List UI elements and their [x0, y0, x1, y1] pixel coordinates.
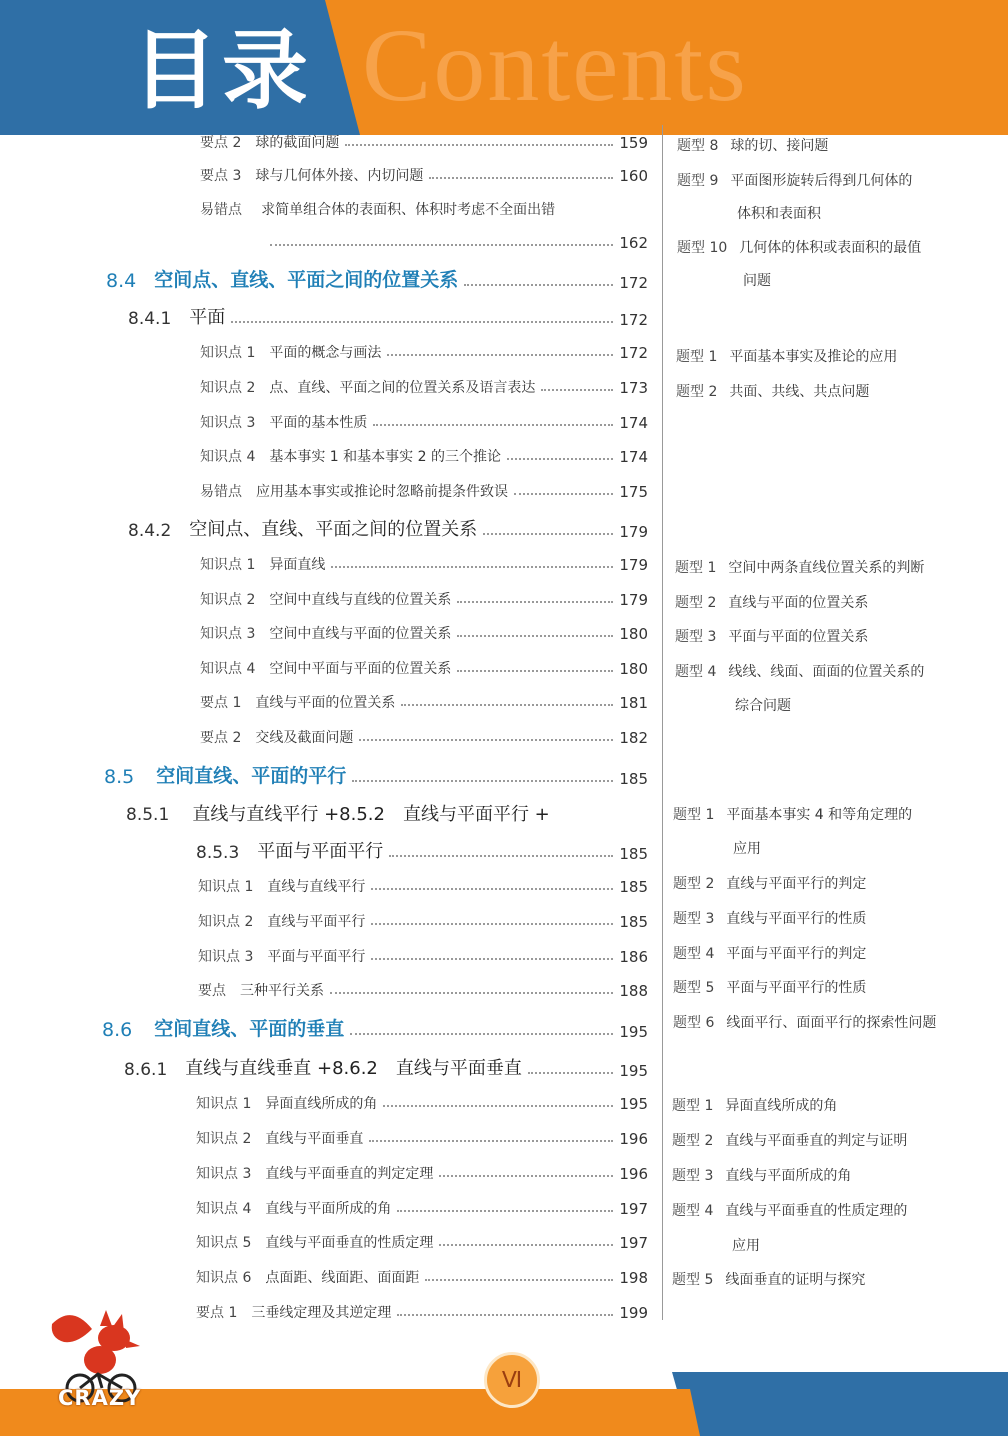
dot-leader: [514, 492, 613, 495]
toc-subsection[interactable]: [196, 837, 648, 863]
entry-page: 179: [619, 591, 648, 609]
toc-section[interactable]: [106, 265, 648, 292]
section-number: 8.6: [102, 1019, 133, 1041]
entry-page: 185: [619, 878, 648, 896]
entry-page: 195: [619, 1095, 648, 1113]
question-type-label: 题型 4: [673, 946, 715, 962]
question-type-text: 平面基本事实及推论的应用: [729, 349, 898, 365]
entry-text: 平面的基本性质: [269, 415, 368, 431]
dot-leader: [401, 703, 613, 706]
entry-text: 空间中直线与平面的位置关系: [269, 626, 452, 642]
question-type-continuation: [735, 695, 791, 715]
question-type-text: 综合问题: [735, 698, 791, 714]
logo-text: CRAZY: [58, 1386, 142, 1410]
entry-page: 197: [619, 1234, 648, 1252]
question-type-label: 题型 3: [673, 911, 715, 927]
toc-entry[interactable]: [196, 1163, 648, 1183]
question-type-label: 题型 4: [675, 664, 717, 680]
question-type-text: 球的切、接问题: [730, 138, 829, 154]
page-number: Ⅵ: [501, 1367, 523, 1392]
question-type-item[interactable]: [673, 908, 866, 928]
toc-entry[interactable]: [200, 342, 648, 362]
header-banner: [0, 0, 1008, 135]
entry-page: 174: [619, 414, 648, 432]
toc-subsection[interactable]: [128, 303, 648, 329]
entry-page: 179: [619, 523, 648, 541]
question-type-text: 异面直线所成的角: [725, 1098, 838, 1114]
question-type-label: 题型 2: [676, 384, 718, 400]
toc-entry[interactable]: [200, 412, 648, 432]
dot-leader: [397, 1209, 613, 1212]
toc-entry[interactable]: [200, 589, 648, 609]
question-type-item[interactable]: [675, 661, 924, 681]
question-type-text: 线面平行、面面平行的探索性问题: [726, 1015, 937, 1031]
entry-page: 174: [619, 448, 648, 466]
toc-entry[interactable]: [198, 946, 648, 966]
entry-text: 直线与平面的位置关系: [255, 695, 396, 711]
question-type-item[interactable]: [673, 1012, 936, 1032]
entry-page: 172: [619, 311, 648, 329]
question-type-label: 题型 5: [673, 980, 715, 996]
entry-label: 知识点 2: [198, 914, 254, 930]
question-type-label: 题型 1: [675, 560, 717, 576]
question-type-item[interactable]: [676, 346, 897, 366]
entry-text: 异面直线所成的角: [265, 1096, 378, 1112]
toc-entry[interactable]: [200, 623, 648, 643]
question-type-item[interactable]: [673, 873, 866, 893]
toc-entry[interactable]: [196, 1232, 648, 1252]
subsection-number: 8.6.1: [124, 1060, 168, 1080]
entry-text: 直线与平面垂直的性质定理: [265, 1235, 434, 1251]
question-type-continuation: [737, 203, 821, 223]
entry-text: 直线与平面垂直: [265, 1131, 364, 1147]
entry-label: 知识点 3: [200, 415, 256, 431]
dot-leader: [331, 565, 613, 568]
question-type-continuation: [733, 838, 761, 858]
entry-label: 知识点 1: [200, 345, 256, 361]
question-type-item[interactable]: [675, 557, 924, 577]
dot-leader: [457, 669, 613, 672]
entry-label: 知识点 2: [200, 592, 256, 608]
question-type-item[interactable]: [672, 1095, 837, 1115]
dot-leader: [464, 283, 613, 286]
question-type-text: 几何体的体积或表面积的最值: [739, 240, 922, 256]
question-type-item[interactable]: [672, 1165, 851, 1185]
entry-page: 159: [619, 134, 648, 152]
question-type-label: 题型 5: [672, 1272, 714, 1288]
dot-leader: [387, 353, 613, 356]
toc-entry[interactable]: [200, 481, 648, 501]
toc-entry[interactable]: [196, 1267, 648, 1287]
entry-page: 180: [619, 625, 648, 643]
question-type-label: 题型 2: [675, 595, 717, 611]
section-number: 8.5: [104, 766, 135, 788]
page-number-badge: [484, 1352, 540, 1408]
entry-text: 点面距、线面距、面面距: [265, 1270, 420, 1286]
section-title: 空间直线、平面的平行: [156, 765, 347, 787]
dot-leader: [383, 1104, 613, 1107]
entry-label: 知识点 3: [198, 949, 254, 965]
question-type-label: 题型 6: [673, 1015, 715, 1031]
subsection-number: 8.5.1: [126, 805, 170, 825]
question-type-continuation: [732, 1235, 760, 1255]
entry-label: 知识点 4: [200, 449, 256, 465]
toc-entry[interactable]: [198, 911, 648, 931]
entry-label: 知识点 5: [196, 1235, 252, 1251]
entry-page: 173: [619, 379, 648, 397]
dot-leader: [397, 1313, 613, 1316]
question-type-text: 线线、线面、面面的位置关系的: [728, 664, 925, 680]
question-type-text: 平面与平面平行的判定: [726, 946, 867, 962]
question-type-text: 空间中两条直线位置关系的判断: [728, 560, 925, 576]
entry-page: 195: [619, 1062, 648, 1080]
entry-label: 知识点 1: [196, 1096, 252, 1112]
entry-page: 181: [619, 694, 648, 712]
toc-entry[interactable]: [200, 658, 648, 678]
question-type-text: 平面与平面平行的性质: [726, 980, 867, 996]
toc-section[interactable]: [102, 1014, 648, 1041]
question-type-item[interactable]: [673, 804, 912, 824]
entry-text: 平面与平面平行: [267, 949, 366, 965]
question-type-label: 题型 2: [672, 1133, 714, 1149]
toc-entry[interactable]: [200, 165, 648, 185]
toc-entry[interactable]: [200, 727, 648, 747]
question-type-item[interactable]: [673, 943, 866, 963]
entry-page: 175: [619, 483, 648, 501]
question-type-text: 直线与平面垂直的判定与证明: [725, 1133, 908, 1149]
question-type-item[interactable]: [677, 135, 828, 155]
entry-page: 180: [619, 660, 648, 678]
question-type-text: 平面与平面的位置关系: [728, 629, 869, 645]
entry-label: 要点 1: [200, 695, 242, 711]
dot-leader: [425, 1278, 613, 1281]
subsection-number: 8.4.1: [128, 309, 172, 329]
header-watermark: Contents: [362, 8, 748, 123]
entry-label: 知识点 3: [196, 1166, 252, 1182]
dot-leader: [439, 1243, 613, 1246]
dot-leader: [369, 1139, 613, 1142]
entry-text: 直线与直线平行: [267, 879, 366, 895]
dot-leader: [483, 532, 613, 535]
question-type-label: 题型 10: [677, 240, 728, 256]
question-type-item[interactable]: [672, 1269, 865, 1289]
question-type-label: 题型 8: [677, 138, 719, 154]
question-type-item[interactable]: [675, 592, 868, 612]
dot-leader: [330, 991, 613, 994]
question-type-item[interactable]: [672, 1200, 907, 1220]
toc-entry[interactable]: [200, 132, 648, 152]
question-type-label: 题型 1: [673, 807, 715, 823]
dot-leader: [359, 738, 613, 741]
toc-entry[interactable]: [196, 1093, 648, 1113]
toc-entry[interactable]: [198, 876, 648, 896]
entry-page: 185: [619, 913, 648, 931]
entry-text: 空间中直线与直线的位置关系: [269, 592, 452, 608]
entry-text: 平面的概念与画法: [269, 345, 382, 361]
dot-leader: [528, 1071, 613, 1074]
subsection-title: 直线与直线平行 +8.5.2 直线与平面平行 +: [192, 804, 550, 825]
question-type-text: 直线与平面垂直的性质定理的: [725, 1203, 908, 1219]
question-type-label: 题型 9: [677, 173, 719, 189]
entry-text: 球的截面问题: [255, 135, 340, 151]
question-type-text: 体积和表面积: [737, 206, 821, 222]
entry-text: 异面直线: [269, 557, 326, 573]
question-type-label: 题型 1: [676, 349, 718, 365]
dot-leader: [270, 243, 613, 246]
question-type-continuation: [743, 270, 771, 290]
entry-text: 三种平行关系: [240, 983, 324, 999]
subsection-title: 空间点、直线、平面之间的位置关系: [189, 519, 478, 540]
question-type-text: 直线与平面的位置关系: [728, 595, 869, 611]
toc-entry[interactable]: [196, 1302, 648, 1322]
page-title: 目录: [132, 21, 312, 121]
section-number: 8.4: [106, 270, 137, 292]
entry-page: 172: [619, 274, 648, 292]
entry-label: 知识点 4: [196, 1201, 252, 1217]
dot-leader: [350, 1032, 613, 1035]
subsection-title: 平面: [189, 307, 226, 328]
question-type-label: 题型 1: [672, 1098, 714, 1114]
entry-page: 195: [619, 1023, 648, 1041]
entry-page: 185: [619, 845, 648, 863]
entry-label: 要点 2: [200, 730, 242, 746]
column-divider: [662, 125, 663, 1320]
subsection-number: 8.4.2: [128, 521, 172, 541]
dot-leader: [231, 320, 613, 323]
dot-leader: [429, 176, 613, 179]
subsection-title: 直线与直线垂直 +8.6.2 直线与平面垂直: [185, 1058, 522, 1079]
toc-entry-continuation[interactable]: [270, 234, 648, 252]
question-type-text: 问题: [743, 273, 771, 289]
toc-subsection[interactable]: [124, 1054, 648, 1080]
question-type-text: 直线与平面平行的性质: [726, 911, 867, 927]
entry-page: 198: [619, 1269, 648, 1287]
question-type-item[interactable]: [672, 1130, 907, 1150]
dot-leader: [371, 887, 613, 890]
entry-label: 知识点 3: [200, 626, 256, 642]
question-type-text: 平面基本事实 4 和等角定理的: [726, 807, 913, 823]
question-type-text: 平面图形旋转后得到几何体的: [730, 173, 913, 189]
entry-page: 172: [619, 344, 648, 362]
entry-page: 186: [619, 948, 648, 966]
entry-page: 196: [619, 1130, 648, 1148]
toc-entry[interactable]: [200, 446, 648, 466]
entry-label: 要点: [198, 983, 226, 999]
entry-page: 160: [619, 167, 648, 185]
dot-leader: [371, 957, 613, 960]
toc-entry[interactable]: [200, 199, 555, 219]
dot-leader: [345, 143, 613, 146]
entry-label: 知识点 1: [200, 557, 256, 573]
question-type-label: 题型 2: [673, 876, 715, 892]
entry-label: 要点 1: [196, 1305, 238, 1321]
entry-page: 188: [619, 982, 648, 1000]
question-type-text: 共面、共线、共点问题: [729, 384, 870, 400]
toc-entry[interactable]: [200, 692, 648, 712]
entry-text: 直线与平面垂直的判定定理: [265, 1166, 434, 1182]
entry-page: 185: [619, 770, 648, 788]
dot-leader: [457, 600, 613, 603]
entry-text: 直线与平面平行: [267, 914, 366, 930]
question-type-text: 直线与平面平行的判定: [726, 876, 867, 892]
entry-label: 知识点 2: [196, 1131, 252, 1147]
question-type-item[interactable]: [673, 977, 866, 997]
entry-label: 知识点 4: [200, 661, 256, 677]
entry-label: 知识点 2: [200, 380, 256, 396]
question-type-label: 题型 3: [675, 629, 717, 645]
entry-page: 197: [619, 1200, 648, 1218]
question-type-item[interactable]: [677, 237, 921, 257]
question-type-label: 题型 3: [672, 1168, 714, 1184]
entry-text: 球与几何体外接、内切问题: [255, 168, 424, 184]
toc-subsection[interactable]: [128, 515, 648, 541]
entry-text: 空间中平面与平面的位置关系: [269, 661, 452, 677]
section-title: 空间直线、平面的垂直: [154, 1018, 345, 1040]
entry-label: 易错点: [200, 202, 242, 218]
dot-leader: [352, 779, 613, 782]
entry-page: 199: [619, 1304, 648, 1322]
entry-label: 知识点 1: [198, 879, 254, 895]
section-title: 空间点、直线、平面之间的位置关系: [154, 269, 459, 291]
toc-entry[interactable]: [200, 554, 648, 574]
question-type-text: 直线与平面所成的角: [725, 1168, 852, 1184]
question-type-text: 应用: [732, 1238, 760, 1254]
entry-text: 应用基本事实或推论时忽略前提条件致误: [256, 484, 508, 500]
dot-leader: [371, 922, 613, 925]
dot-leader: [439, 1174, 613, 1177]
question-type-item[interactable]: [676, 381, 869, 401]
question-type-item[interactable]: [677, 170, 912, 190]
entry-label: 知识点 6: [196, 1270, 252, 1286]
subsection-number: 8.5.3: [196, 843, 240, 863]
entry-page: 179: [619, 556, 648, 574]
entry-label: 要点 3: [200, 168, 242, 184]
entry-page: 162: [619, 234, 648, 252]
entry-label: 要点 2: [200, 135, 242, 151]
question-type-text: 线面垂直的证明与探究: [725, 1272, 866, 1288]
dot-leader: [507, 457, 613, 460]
entry-text: 求简单组合体的表面积、体积时考虑不全面出错: [261, 202, 556, 218]
dot-leader: [541, 388, 613, 391]
entry-label: 易错点: [200, 484, 242, 500]
entry-text: 基本事实 1 和基本事实 2 的三个推论: [269, 449, 501, 465]
question-type-item[interactable]: [675, 626, 868, 646]
entry-text: 交线及截面问题: [255, 730, 354, 746]
toc-entry[interactable]: [196, 1198, 648, 1218]
dot-leader: [389, 854, 613, 857]
dot-leader: [373, 423, 613, 426]
question-type-label: 题型 4: [672, 1203, 714, 1219]
toc-section[interactable]: [104, 761, 648, 788]
entry-page: 182: [619, 729, 648, 747]
subsection-title: 平面与平面平行: [257, 841, 384, 862]
toc-subsection[interactable]: [126, 800, 550, 826]
entry-text: 点、直线、平面之间的位置关系及语言表达: [269, 380, 536, 396]
toc-entry[interactable]: [198, 980, 648, 1000]
dot-leader: [457, 634, 613, 637]
question-type-text: 应用: [733, 841, 761, 857]
entry-text: 直线与平面所成的角: [265, 1201, 392, 1217]
toc-entry[interactable]: [200, 377, 648, 397]
entry-text: 三垂线定理及其逆定理: [251, 1305, 392, 1321]
toc-entry[interactable]: [196, 1128, 648, 1148]
entry-page: 196: [619, 1165, 648, 1183]
